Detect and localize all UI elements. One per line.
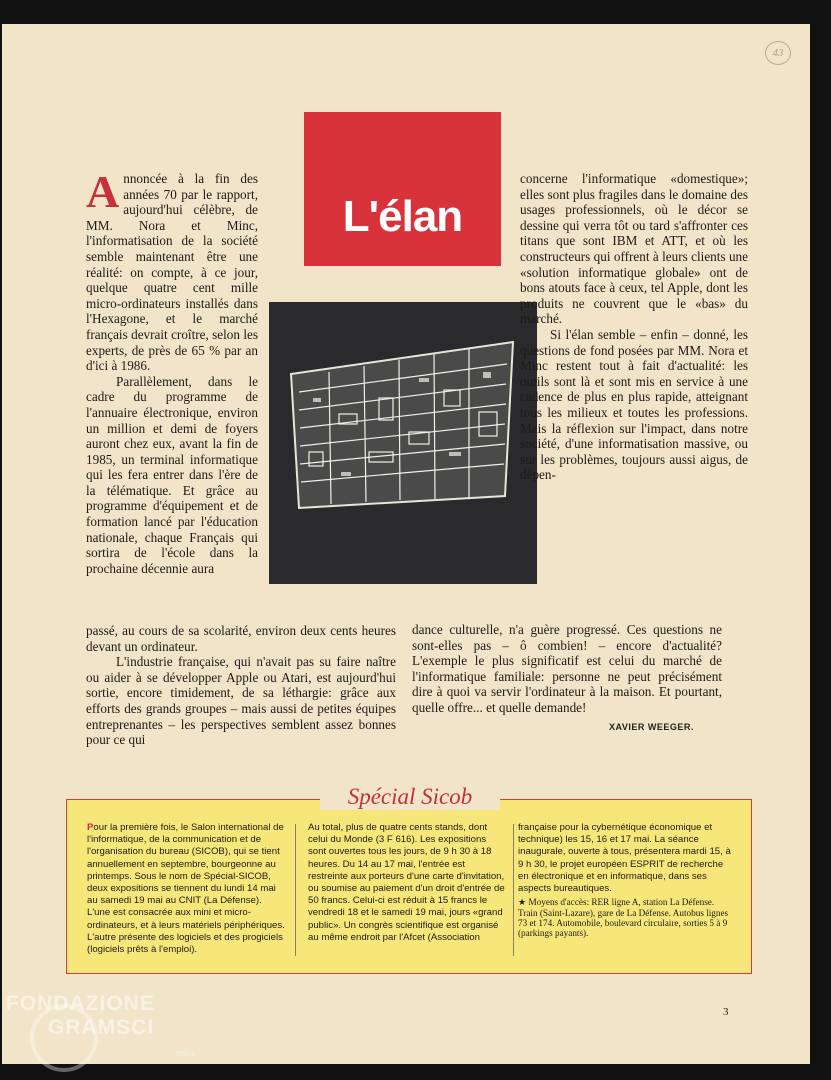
circuit-board-illustration	[269, 302, 537, 584]
article-paragraph: concerne l'informatique «domestique»; elles sont plus fragiles dans le domaine des usages professionnels, où le décor se dessine qui verra tôt ou tard s'affronter ces titans que sont IBM et ATT, et où les constructeurs qui offrent à leurs clients une «solution informatique globale» ont de bons atouts face à ceux, tel Apple, dont les produits ne couvrent que le «bas» du marché.	[520, 171, 748, 327]
page-number: 3	[723, 1006, 729, 1018]
article-paragraph: nnoncée à la fin des années 70 par le rapport, aujourd'hui célèbre, de MM. Nora et Minc, l'informatisation de la société semble maintenant être une réalité: on compte, à ce jour, quelque quatre cent mille micro-ordinateurs installés dans l'Hexagone, et le marché français devrait croître, selon les experts, de près de 65 % par an d'ici à 1986.	[86, 171, 258, 374]
article-paragraph: L'industrie française, qui n'avait pas su faire naître ou aider à se développer Apple ou Atari, est aujourd'hui sortie, encore timidement, de sa léthargie: grâce aux efforts des grands groupes – mais aussi de petites équipes entreprenantes – les perspectives semblent assez bonnes pour ce qui	[86, 654, 396, 748]
circled-page-number: 43	[765, 41, 791, 65]
article-paragraph: Si l'élan semble – enfin – donné, les questions de fond posées par MM. Nora et Minc restent tout à fait d'actualité: les outils sont là et sont mis en service à une cadence de plus en plus rapide, atteignant tous les milieux et toutes les professions. Mais la réflexion sur l'impact, dans notre société, d'une informatisation massive, ou sur les problèmes, toujours aussi aigus, de dépen-	[520, 326, 748, 483]
article-bottom-left	[86, 623, 396, 748]
article-col3	[520, 171, 748, 483]
article-paragraph: Parallèlement, dans le cadre du programme de l'annuaire électronique, environ un million et demi de foyers auront chez eux, avant la fin de 1985, un terminal informatique qui les fera entrer dans l'ère de la télématique. Et grâce au programme d'équipement et de formation lancé par l'éducation nationale, chaque Français qui sortira de l'école dans la prochaine décennie aura	[86, 373, 258, 576]
sicob-col2	[308, 822, 506, 944]
article-paragraph: dance culturelle, n'a guère progressé. Ces questions ne sont-elles pas – ô combien! – encore d'actualité? L'exemple le plus significatif est celui du marché de l'informatique familiale: personne ne peut précisément dire à quoi va servir l'ordinateur à la maison. Et pourtant, quelle offre... et quelle demande!	[412, 622, 722, 715]
sicob-access-info: ★ Moyens d'accès: RER ligne A, station La Défense. Train (Saint-Lazare), gare de La Défense. Autobus lignes 73 et 174. Automobile, boulevard circulaire, sorties 5 à 9 (parkings payants).	[518, 897, 729, 939]
article-paragraph: passé, au cours de sa scolarité, environ deux cents heures devant un ordinateur.	[86, 623, 396, 654]
sicob-text: our la première fois, le Salon international de l'informatique, de la communication et de l'organisation du bureau (SICOB), qui se tient annuellement en septembre, bourgeonne au printemps. Sous le nom de Spécial-SICOB, deux expositions se tiennent du lundi 14 mai au samedi 19 mai au CNIT (La Défense). L'une est consacrée aux mini et micro-ordinateurs, et à leurs matériels périphériques. L'autre présente des logiciels et des progiciels (logiciels prêts à l'emploi).	[87, 822, 285, 956]
circuit-photo	[269, 302, 537, 584]
sicob-title: Spécial Sicob	[320, 784, 500, 810]
watermark-line1: FONDAZIONE	[6, 992, 155, 1015]
author-signature: XAVIER WEEGER.	[609, 722, 694, 732]
article-dropcap: A	[86, 166, 120, 217]
watermark-line3: onlus	[176, 1049, 196, 1058]
sicob-divider	[513, 824, 514, 956]
watermark-line2: GRAMSCI	[48, 1016, 155, 1039]
article-bottom-right	[412, 622, 722, 716]
sicob-dropcap: P	[87, 822, 94, 833]
sicob-col3	[518, 822, 733, 939]
sicob-text: française pour la cybernétique économique et technique) les 15, 16 et 17 mai. La séance inaugurale, ouverte à tous, présentera mardi 15, à 9 h 30, le projet européen ESPRIT de recherche en électronique et en informatique, dans ses aspects bureautiques.	[518, 822, 731, 895]
sicob-divider	[295, 824, 296, 956]
article-title: L'élan	[342, 192, 463, 241]
sicob-text: Au total, plus de quatre cents stands, dont celui du Monde (3 F 616). Les expositions sont ouvertes tous les jours, de 9 h 30 à 18 heures. Du 14 au 17 mai, l'entrée est restreinte aux porteurs d'une carte d'invitation, ou soumise au paiement d'un droit d'entrée de 50 francs. Celui-ci est réduit à 15 francs le vendredi 18 et le samedi 19 mai, jours «grand public». Un congrès scientifique est organisé au même endroit par l'Afcet (Association	[308, 822, 505, 943]
sicob-col1	[87, 822, 287, 956]
title-box	[304, 112, 501, 266]
article-col1	[86, 166, 258, 576]
